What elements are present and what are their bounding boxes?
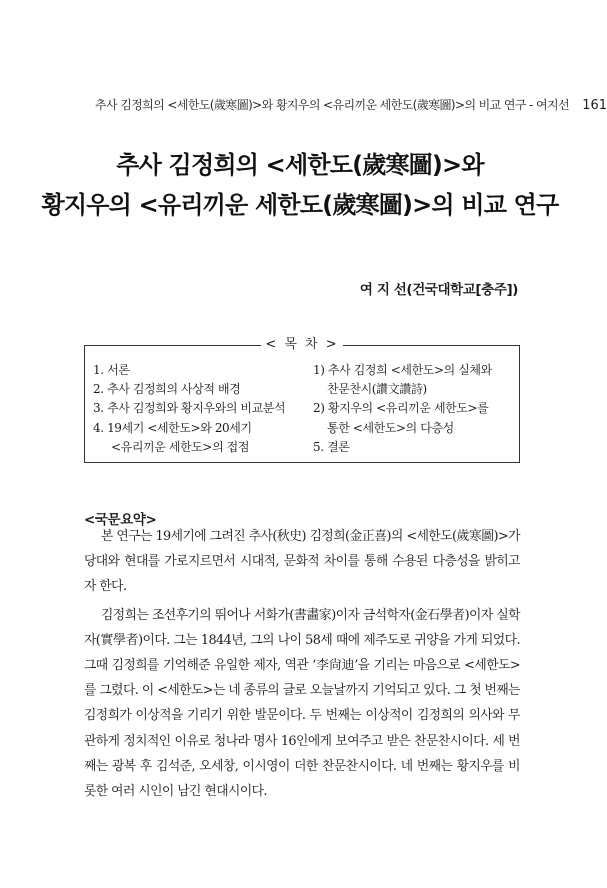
abstract-paragraph: 김정희는 조선후기의 뛰어나 서화가(書畵家)이자 금석학자(金石學者)이자 실학자(實學者)이다. 그는 1844년, 그의 나이 58세 때에 제주도로 귀양을 가게 되었다. 그때 김정희를 기억해준 유일한 제자, 역관 ‘李尙迪’을 기리는 마음으로 <세한도>를 그렸다. 이 <세한도>는 네 종류의 글로 오늘날까지 기억되고 있다. 그 첫 번째는 김정희가 이상적을 기리기 위한 발문이다. 두 번째는 이상적이 김정희의 의사와 무관하게 정치적인 이유로 청나라 명사 16인에게 보여주고 받은 찬문찬시이다. 세 번째는 광복 후 김석준, 오세창, 이시영이 더한 찬문찬시이다. 네 번째는 황지우를 비롯한 여러 시인이 남긴 현대시이다. (84, 607, 520, 800)
title-line-2: 황지우의 <유리끼운 세한도(歲寒圖)>의 비교 연구 (41, 191, 559, 219)
toc-heading-label: < 목 차 > (261, 337, 342, 352)
title-line-1: 추사 김정희의 <세한도(歲寒圖)>와 (116, 151, 484, 179)
toc-right-column (313, 361, 492, 457)
toc-item: 4. 19세기 <세한도>와 20세기 (93, 420, 252, 435)
toc-item: 찬문찬시(讚文讚詩) (327, 382, 427, 397)
page-number: 161 (582, 98, 607, 113)
toc-item: 2. 추사 김정희의 사상적 배경 (93, 382, 241, 397)
toc-left-column (93, 361, 285, 457)
toc-item: 5. 결론 (313, 439, 350, 454)
paper-title (0, 145, 600, 225)
toc-item: 통한 <세한도>의 다층성 (327, 420, 454, 435)
toc-item: 1. 서론 (93, 363, 130, 377)
author: 여 지 선(건국대학교[충주]) (359, 282, 518, 298)
toc-item: 1) 추사 김정희 <세한도>의 실체와 (313, 363, 492, 377)
abstract-paragraph: 본 연구는 19세기에 그려진 추사(秋史) 김정희(金正喜)의 <세한도(歲寒圖)>가 당대와 현대를 가로지르면서 시대적, 문화적 차이를 통해 수용된 다층성을 밝히고자 한다. (84, 529, 520, 595)
toc-heading (85, 336, 519, 354)
abstract-body (84, 524, 520, 804)
toc-item: <유리끼운 세한도>의 접점 (111, 439, 250, 454)
toc-item: 2) 황지우의 <유리끼운 세한도>를 (313, 401, 489, 416)
running-head-text: 추사 김정희의 <세한도(歲寒圖)>와 황지우의 <유리끼운 세한도(歲寒圖)>의 비교 연구 - 여지선 (95, 98, 569, 112)
toc-item: 3. 추사 김정희와 황지우와의 비교분석 (93, 401, 286, 416)
abstract-heading: <국문요약> (84, 512, 157, 528)
table-of-contents (84, 337, 520, 463)
running-head (95, 96, 607, 113)
